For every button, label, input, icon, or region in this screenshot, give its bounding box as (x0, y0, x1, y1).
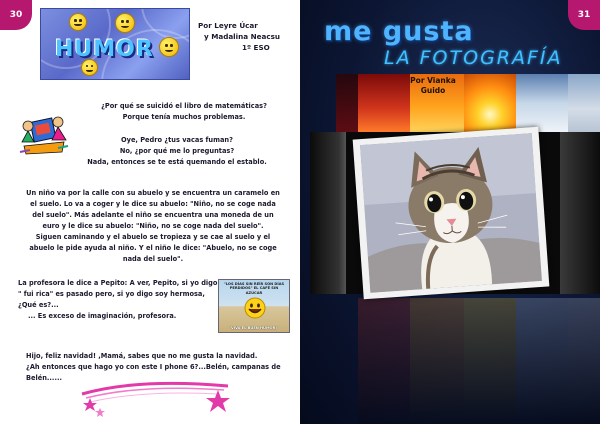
strip-reflection (358, 298, 410, 424)
gif-caption-bottom: "VIVA EL BUEN HUMOR!" (229, 326, 279, 330)
joke-line: ¿Por qué se suicidó el libro de matemáticas? (101, 102, 267, 110)
byline (198, 20, 294, 53)
byline-line: 1º ESO (242, 43, 270, 52)
author-credit (404, 74, 462, 102)
photo-strip (336, 74, 358, 132)
cat-icon (360, 133, 542, 293)
photo-strip (358, 74, 410, 132)
humor-banner (40, 8, 190, 80)
byline-line: y Madalina Neacsu (204, 32, 280, 41)
author-line: Por Vianka (410, 76, 456, 85)
page-number-left: 30 (0, 0, 32, 30)
page-subtitle: LA FOTOGRAFÍA (384, 47, 563, 69)
cat-photo-frame (353, 127, 550, 300)
joke-line: Un niño va por la calle con su abuelo y se encuentra un caramelo en (26, 189, 280, 197)
joke-line: el suelo. Lo va a coger y le dice su abuelo: "Niño, no se coge nada (30, 200, 276, 208)
film-frame (310, 132, 346, 294)
joke-line: del suelo". Más adelante el niño se encuentra una moneda de un (32, 211, 274, 219)
humor-word: HUMOR (55, 37, 154, 62)
star-swoosh-decoration (78, 376, 238, 420)
film-frame (560, 132, 600, 294)
joke-3 (22, 188, 284, 265)
joke-4 (18, 278, 218, 322)
joke-line: ¿Ah entonces que hago yo con este I phone 6?...Belén, campanas de (26, 363, 281, 371)
photo-strip (568, 74, 600, 132)
author-line: Guido (420, 86, 446, 95)
joke-line: abuelo le pide ayuda al niño. Y el niño le dice: "Abuelo, no se coge (29, 244, 277, 252)
strip-reflection (464, 298, 516, 424)
joke-line: No, ¿por qué me lo preguntas? (119, 147, 235, 155)
page-title: me gusta (324, 16, 474, 47)
joke-line: Hijo, feliz navidad! ,Mamá, sabes que no me gusta la navidad. (26, 352, 258, 360)
strip-reflection (516, 298, 568, 424)
joke-1 (74, 101, 294, 123)
smiley-icon (69, 13, 87, 31)
cat-photo (360, 133, 542, 293)
strip-reflection (410, 298, 464, 424)
photo-strip (464, 74, 516, 132)
joke-line: Nada, entonces se te está quemando el establo. (87, 158, 267, 166)
byline-line: Por Leyre Úcar (198, 21, 258, 30)
photo-strip (516, 74, 568, 132)
joke-line: Belén...... (26, 374, 62, 382)
gif-caption-top: "LOS DÍAS SIN REÍR SON DÍAS PERDIDOS" EL CAFÉ SIN AZÚCAR (223, 282, 285, 295)
page-number-right: 31 (568, 0, 600, 30)
joke-line: Oye, Pedro ¿tus vacas fuman? (121, 136, 233, 144)
strip-reflection (568, 298, 600, 424)
joke-line: ¿Qué es?... (18, 301, 59, 309)
smiley-gif-image (218, 279, 290, 333)
joke-line: euro y le dice su abuelo: "Niño, no se coge nada del suelo". (42, 222, 264, 230)
smiley-icon (159, 37, 179, 57)
joke-line: Siguen caminando y el abuelo se tropieza y se cae al suelo y el (35, 233, 271, 241)
smiley-icon (115, 13, 135, 33)
joke-line: Porque tenía muchos problemas. (122, 113, 246, 121)
joke-line: nada del suelo". (122, 255, 184, 263)
joke-line: " fui rica" es pasado pero, si yo digo soy hermosa, (18, 290, 205, 298)
joke-2 (62, 135, 292, 168)
smiley-face-icon (244, 297, 266, 319)
joke-line: ... Es exceso de imaginación, profesora. (28, 312, 177, 320)
joke-line: La profesora le dice a Pepito: A ver, Pepito, si yo digo (18, 279, 218, 287)
